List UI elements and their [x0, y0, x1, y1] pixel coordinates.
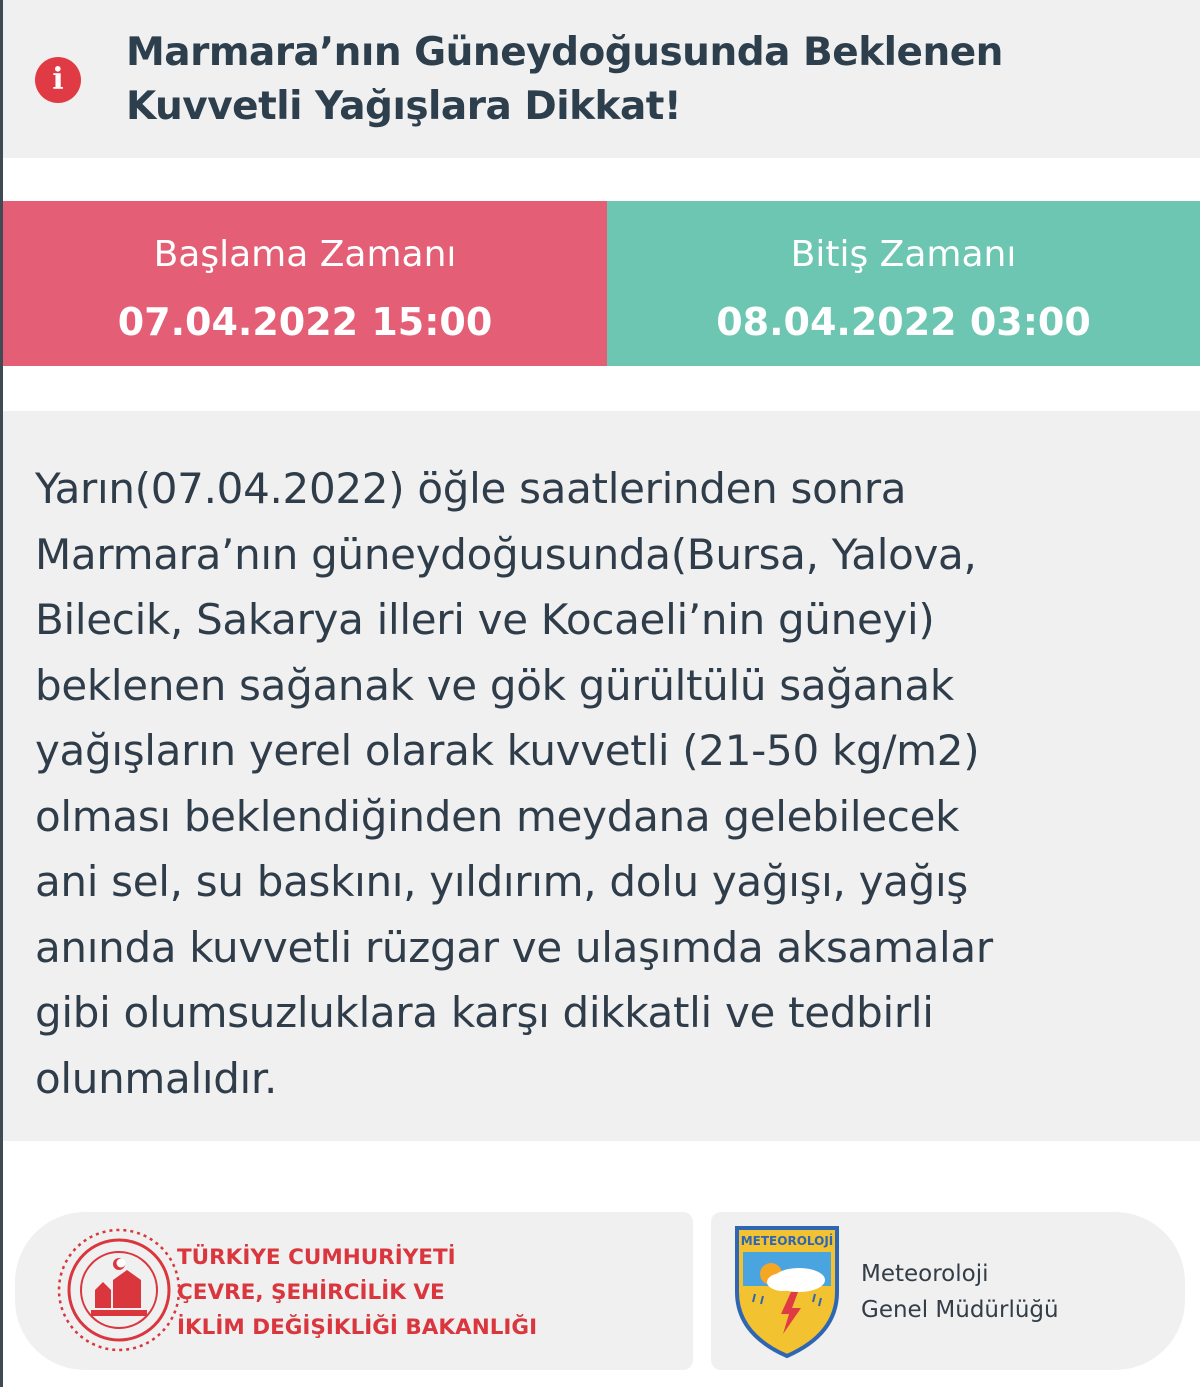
start-time-label: Başlama Zamanı: [153, 234, 457, 275]
ministry-name: [177, 1240, 537, 1345]
ministry-line-2: ÇEVRE, ŞEHİRCİLİK VE: [177, 1280, 445, 1305]
warning-title: [126, 26, 1176, 134]
start-time-panel: [3, 201, 607, 366]
ministry-seal-icon: [53, 1224, 185, 1356]
ministry-footer: [15, 1212, 693, 1370]
ministry-line-1: TÜRKİYE CUMHURİYETİ: [177, 1245, 456, 1270]
warning-body: [3, 411, 1200, 1141]
end-time-panel: [607, 201, 1200, 366]
mgm-line-2: Genel Müdürlüğü: [861, 1297, 1059, 1323]
mgm-name: [861, 1256, 1059, 1328]
mgm-footer: [711, 1212, 1185, 1370]
start-time-value: 07.04.2022 15:00: [117, 300, 493, 344]
mgm-logo-text: METEOROLOJİ: [740, 1234, 834, 1248]
meteoroloji-logo-icon: [731, 1222, 843, 1360]
mgm-line-1: Meteoroloji: [861, 1261, 989, 1287]
end-time-label: Bitiş Zamanı: [790, 234, 1017, 275]
title-line-2: Kuvvetli Yağışlara Dikkat!: [126, 84, 682, 129]
end-time-value: 08.04.2022 03:00: [716, 300, 1091, 344]
info-icon: i: [35, 57, 81, 103]
warning-body-text: Yarın(07.04.2022) öğle saatlerinden sonra Marmara’nın güneydoğusunda(Bursa, Yalova, Bilecik, Sakarya illeri ve Kocaeli’nin güneyi) beklenen sağanak ve gök gürültülü sağanak yağışların yerel olarak kuvvetli (21-50 kg/m2) olması beklendiğinden meydana gelebilecek ani sel, su baskını, yıldırım, dolu yağışı, yağış anında kuvvetli rüzgar ve ulaşımda aksamalar gibi olumsuzluklara karşı dikkatli ve tedbirli olunmalıdır.: [35, 464, 993, 1103]
ministry-line-3: İKLİM DEĞİŞİKLİĞİ BAKANLIĞI: [177, 1315, 538, 1340]
title-line-1: Marmara’nın Güneydoğusunda Beklenen: [126, 30, 1003, 75]
warning-header: [3, 0, 1200, 158]
